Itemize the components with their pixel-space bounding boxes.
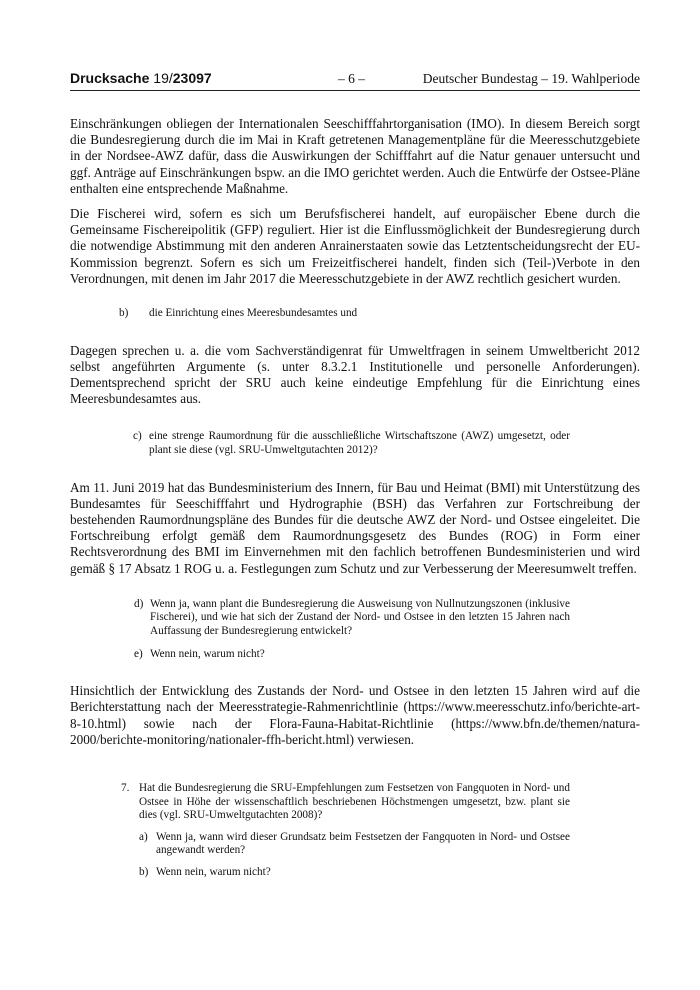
question-item	[134, 598, 570, 639]
question-item	[134, 648, 570, 662]
question-number: 7.	[121, 782, 130, 795]
document-body	[70, 116, 640, 880]
question-letter: c)	[133, 430, 142, 443]
document-number	[70, 70, 212, 86]
question-letter: b)	[119, 307, 129, 320]
question-text: Wenn nein, warum nicht?	[150, 647, 265, 660]
page-number: – 6 –	[338, 71, 365, 86]
page-header	[70, 70, 640, 91]
doc-num-main: 23097	[172, 70, 212, 86]
question-letter: d)	[134, 597, 144, 610]
question-letter: b)	[139, 866, 149, 878]
question-item	[121, 782, 570, 823]
doc-label: Drucksache	[70, 70, 150, 86]
question-letter: a)	[139, 830, 148, 843]
answer-paragraph: Hinsichtlich der Entwicklung des Zustands der Nord- und Ostsee in den letzten 15 Jahren wird auf die Berichterstattung nach der Meeresstrategie-Rahmenrichtlinie (https://www.meeresschutz.info/berichte-art-8-10.html) sowie nach der Flora-Fauna-Habitat-Richtlinie (https://www.bfn.de/themen/natura-2000/berichte-monitoring/nationaler-ffh-bericht.html) verwiesen.	[70, 683, 640, 747]
question-item	[139, 831, 570, 858]
question-text: Wenn ja, wann wird dieser Grundsatz beim Festsetzen der Fangquoten in Nord- und Ostsee angewandt werden?	[156, 830, 570, 857]
question-text: die Einrichtung eines Meeresbundesamtes und	[149, 307, 358, 320]
doc-num-prefix: 19/	[153, 70, 173, 86]
answer-paragraph: Dagegen sprechen u. a. die vom Sachverständigenrat für Umweltfragen in seinem Umweltbericht 2012 selbst angeführten Argumente (s. unter 8.3.2.1 Institutionelle und personelle Anforderungen). Dementsprechend spricht der SRU auch keine eindeutige Empfehlung für die Einrichtung eines Meeresbundesamtes aus.	[70, 342, 640, 407]
question-item	[139, 866, 570, 880]
question-item	[119, 307, 419, 321]
answer-paragraph: Die Fischerei wird, sofern es sich um Berufsfischerei handelt, auf europäischer Ebene durch die Gemeinsame Fischereipolitik (GFP) reguliert. Hier ist die Einflussmöglichkeit der Bundesregierung durch die notwendige Abstimmung mit den anderen Anrainerstaaten sowie das Letztentscheidungsrecht der EU-Kommission begrenzt. Sofern es sich um Freizeitfischerei handelt, finden sich (Teil-)Verbote in den Verordnungen, mit denen im Jahr 2017 die Meeresschutzgebiete in der AWZ rechtlich gesichert wurden.	[70, 206, 640, 286]
question-text: Wenn ja, wann plant die Bundesregierung die Ausweisung von Nullnutzungszonen (inklusive Fischerei), und wie hat sich der Zustand der Nord- und Ostsee in den letzten 15 Jahren nach Auffassung der Bundesregierung entwickelt?	[150, 597, 570, 638]
question-item	[133, 430, 570, 457]
question-letter: e)	[134, 647, 143, 660]
legislative-period: Deutscher Bundestag – 19. Wahlperiode	[422, 71, 640, 86]
question-text: Wenn nein, warum nicht?	[156, 866, 271, 878]
answer-paragraph: Einschränkungen obliegen der Internationalen Seeschifffahrtorganisation (IMO). In diesem Bereich sorgt die Bundesregierung durch die im Mai in Kraft getretenen Managementpläne für die Meeresschutzgebiete in der Nordsee-AWZ dafür, dass die Auswirkungen der Schifffahrt auf die Natur genauer untersucht und ggf. Anträge auf Einschränkungen bspw. an die IMO gerichtet werden. Auch die Entwürfe der Ostsee-Pläne enthalten eine entsprechende Maßnahme.	[70, 116, 640, 196]
question-text: eine strenge Raumordnung für die ausschließliche Wirtschaftszone (AWZ) umgesetzt, oder plant sie diese (vgl. SRU-Umweltgutachten 2012)?	[149, 430, 570, 457]
question-text: Hat die Bundesregierung die SRU-Empfehlungen zum Festsetzen von Fangquoten in Nord- und Ostsee in Höhe der wissenschaftlich beschriebenen Höchstmengen umgesetzt, bzw. plant sie dies (vgl. SRU-Umweltgutachten 2008)?	[139, 782, 570, 822]
answer-paragraph: Am 11. Juni 2019 hat das Bundesministerium des Innern, für Bau und Heimat (BMI) mit Unterstützung des Bundesamtes für Seeschifffahrt und Hydrographie (BSH) das Verfahren zur Fortschreibung der bestehenden Raumordnungspläne des Bundes für die deutsche AWZ der Nord- und Ostsee eingeleitet. Die Fortschreibung erfolgt gemäß dem Raumordnungsgesetz des Bundes (ROG) in Form einer Rechtsverordnung des BMI im Einvernehmen mit den fachlich betroffenen Bundesministerien und wird gemäß § 17 Absatz 1 ROG u. a. Festlegungen zum Schutz und zur Verbesserung der Meeresumwelt treffen.	[70, 479, 640, 576]
